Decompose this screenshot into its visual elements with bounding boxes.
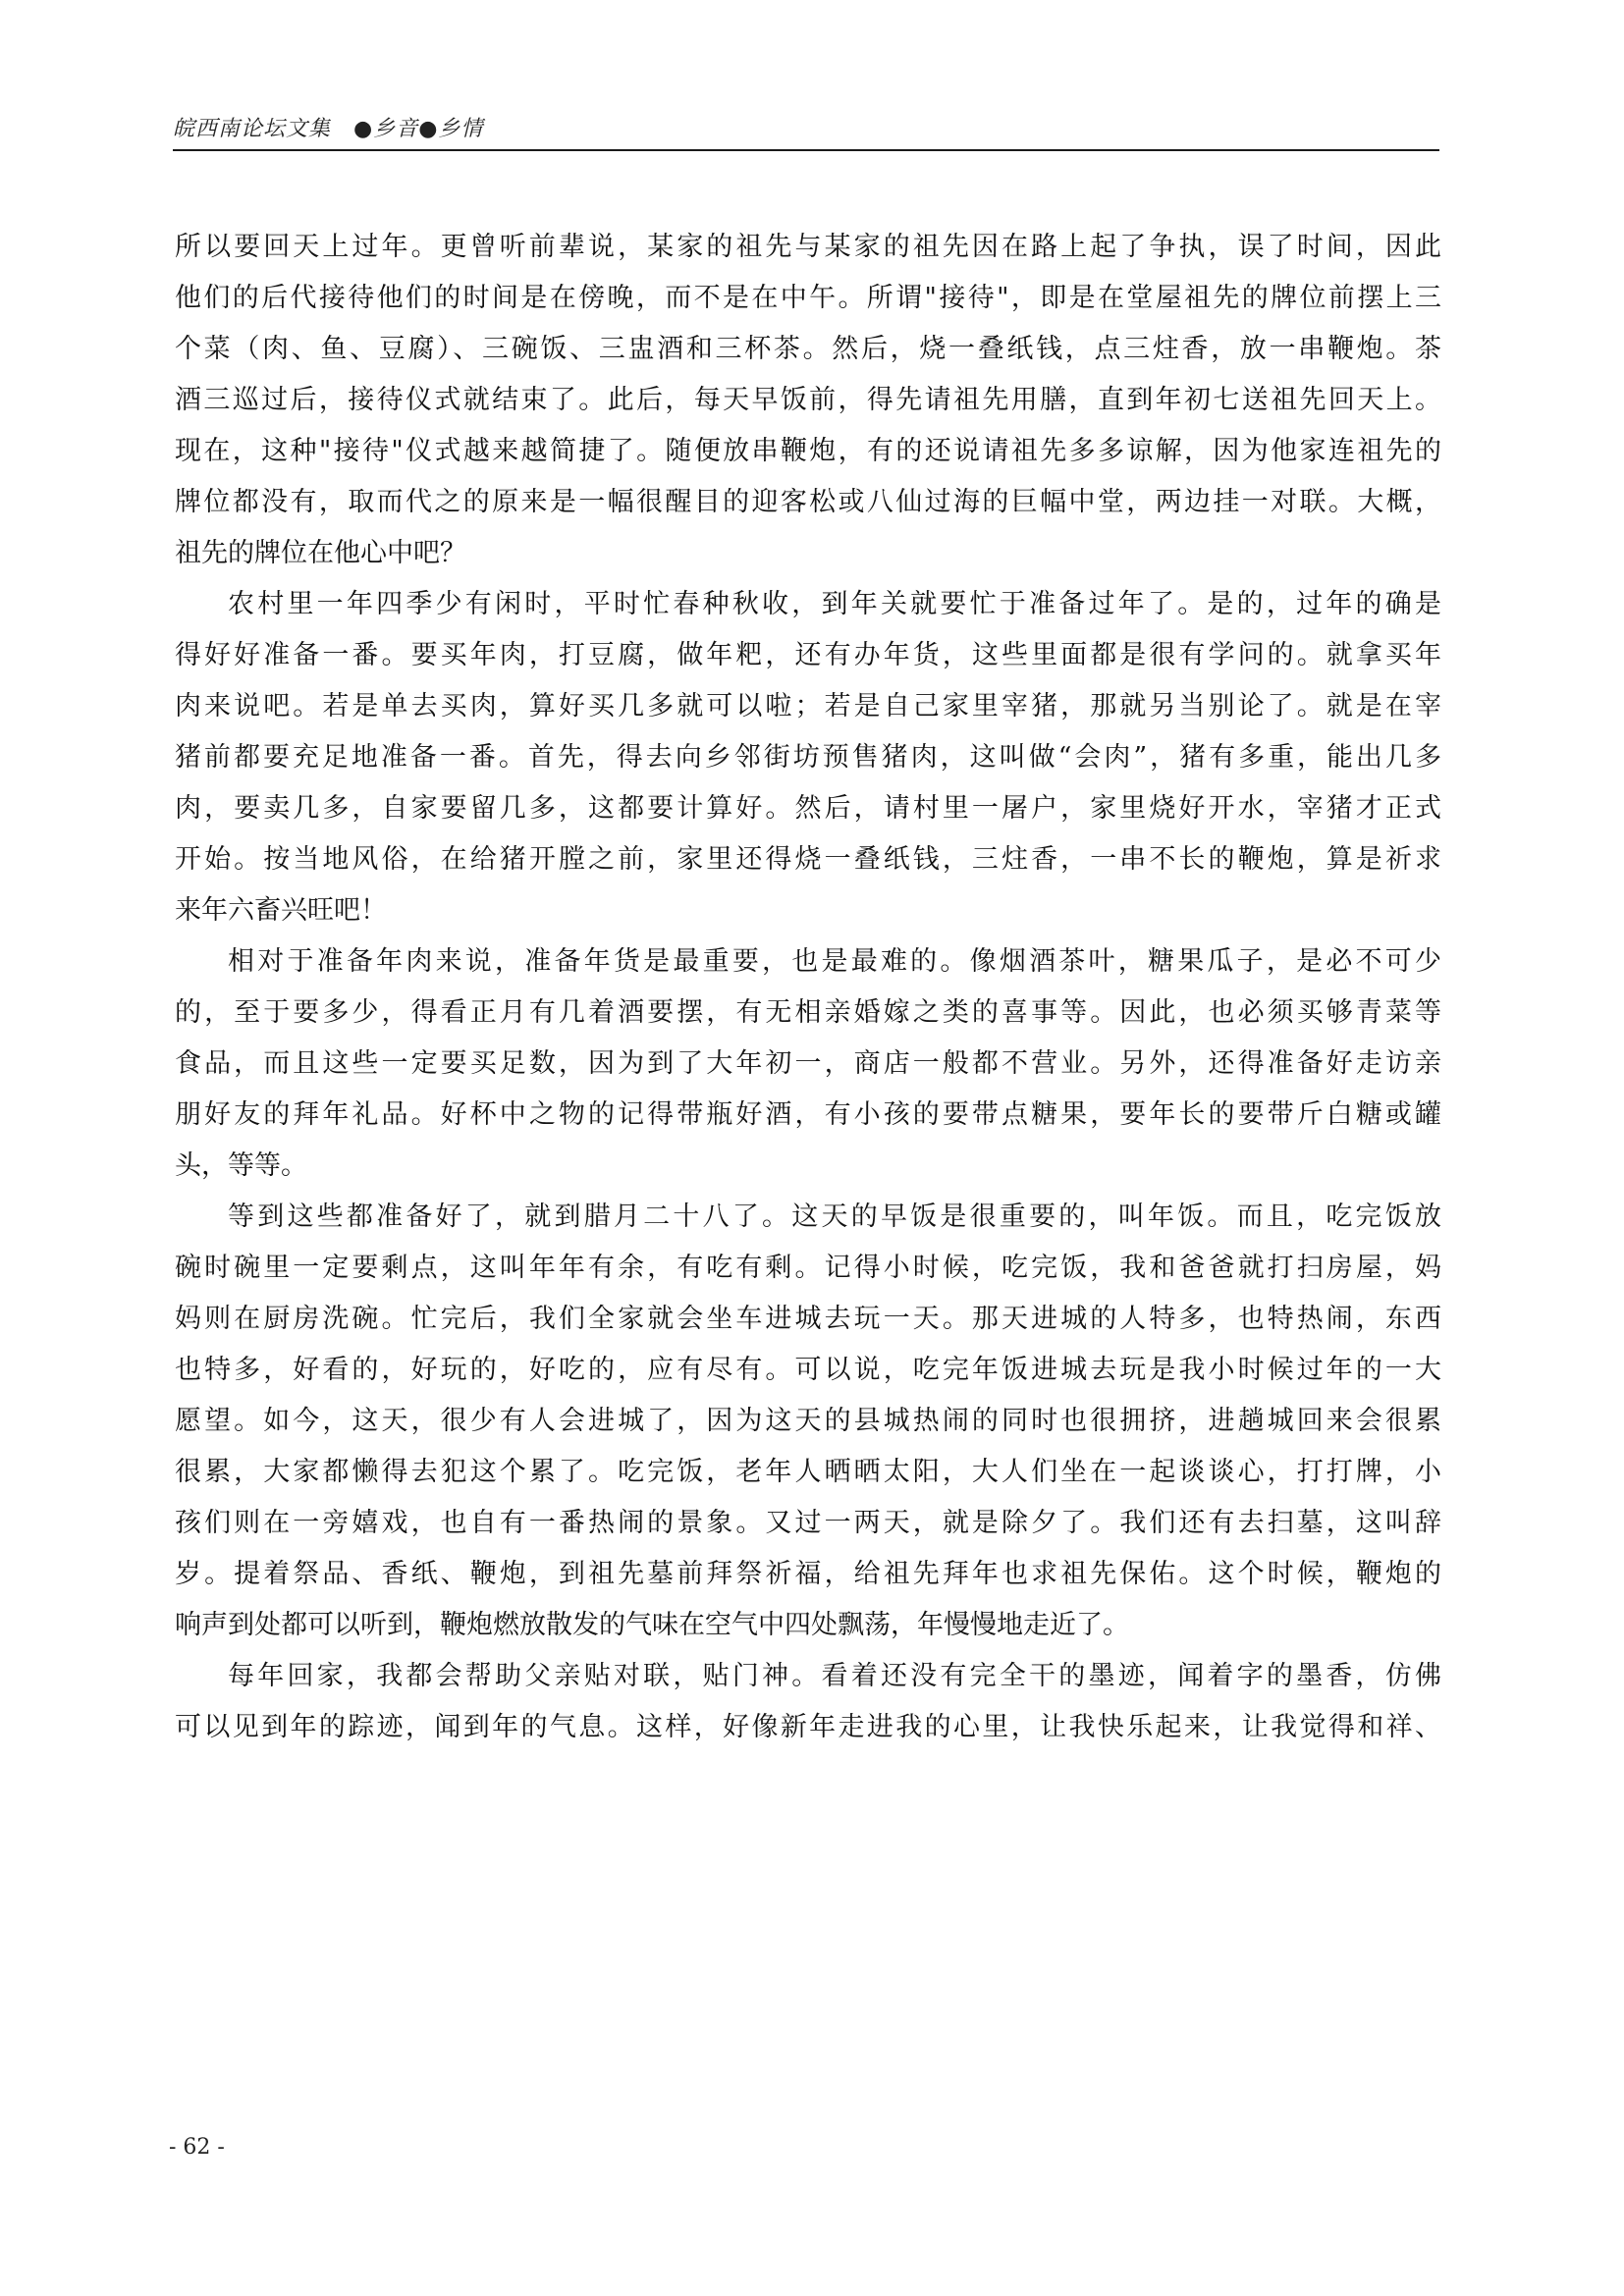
text-line: 的，至于要多少，得看正月有几着酒要摆，有无相亲婚嫁之类的喜事等。因此，也必须买够青菜等 (175, 997, 1441, 1028)
text-line: 孩们则在一旁嬉戏，也自有一番热闹的景象。又过一两天，就是除夕了。我们还有去扫墓，这叫辞 (175, 1508, 1441, 1538)
text-line: 来年六畜兴旺吧！ (175, 895, 387, 926)
text-line: 很累，大家都懒得去犯这个累了。吃完饭，老年人晒晒太阳，大人们坐在一起谈谈心，打打牌，小 (175, 1457, 1441, 1487)
text-line: 碗时碗里一定要剩点，这叫年年有余，有吃有剩。记得小时候，吃完饭，我和爸爸就打扫房屋，妈 (175, 1253, 1441, 1283)
text-line: 现在，这种"接待"仪式越来越简捷了。随便放串鞭炮，有的还说请祖先多多谅解，因为他家连祖先的 (175, 436, 1441, 466)
text-line: 农村里一年四季少有闲时，平时忙春种秋收，到年关就要忙于准备过年了。是的，过年的确是 (228, 589, 1441, 619)
text-line: 开始。按当地风俗，在给猪开膛之前，家里还得烧一叠纸钱，三炷香，一串不长的鞭炮，算是祈求 (175, 844, 1441, 875)
text-line: 牌位都没有，取而代之的原来是一幅很醒目的迎客松或八仙过海的巨幅中堂，两边挂一对联。大概， (175, 487, 1441, 517)
header-rule (173, 149, 1439, 151)
text-line: 猪前都要充足地准备一番。首先，得去向乡邻街坊预售猪肉，这叫做“会肉”，猪有多重，能出几多 (175, 742, 1441, 773)
running-header (173, 110, 1439, 153)
text-line: 头，等等。 (175, 1150, 307, 1181)
text-line: 也特多，好看的，好玩的，好吃的，应有尽有。可以说，吃完年饭进城去玩是我小时候过年的一大 (175, 1355, 1441, 1385)
text-line: 妈则在厨房洗碗。忙完后，我们全家就会坐车进城去玩一天。那天进城的人特多，也特热闹，东西 (175, 1304, 1441, 1334)
paragraph (175, 1192, 1441, 1651)
text-line: 肉来说吧。若是单去买肉，算好买几多就可以啦；若是自己家里宰猪，那就另当别论了。就是在宰 (175, 691, 1441, 721)
text-line: 食品，而且这些一定要买足数，因为到了大年初一，商店一般都不营业。另外，还得准备好走访亲 (175, 1048, 1441, 1079)
header-title: 皖西南论坛文集 ●乡音●乡情 (173, 117, 484, 141)
text-line: 酒三巡过后，接待仪式就结束了。此后，每天早饭前，得先请祖先用膳，直到年初七送祖先回天上。 (175, 385, 1441, 415)
text-line: 他们的后代接待他们的时间是在傍晚，而不是在中午。所谓"接待"，即是在堂屋祖先的牌位前摆上三 (175, 283, 1441, 313)
text-line: 响声到处都可以听到，鞭炮燃放散发的气味在空气中四处飘荡，年慢慢地走近了。 (175, 1610, 1129, 1640)
text-line: 朋好友的拜年礼品。好杯中之物的记得带瓶好酒，有小孩的要带点糖果，要年长的要带斤白糖或罐 (175, 1099, 1441, 1130)
text-line: 相对于准备年肉来说，准备年货是最重要，也是最难的。像烟酒茶叶，糖果瓜子，是必不可少 (228, 946, 1441, 977)
text-line: 愿望。如今，这天，很少有人会进城了，因为这天的县城热闹的同时也很拥挤，进趟城回来会很累 (175, 1406, 1441, 1436)
text-line: 得好好准备一番。要买年肉，打豆腐，做年粑，还有办年货，这些里面都是很有学问的。就拿买年 (175, 640, 1441, 670)
paragraph (175, 579, 1441, 936)
paragraph (175, 1651, 1441, 1753)
text-line: 所以要回天上过年。更曾听前辈说，某家的祖先与某家的祖先因在路上起了争执，误了时间，因此 (175, 232, 1441, 262)
article-body (175, 222, 1441, 1753)
text-line: 可以见到年的踪迹，闻到年的气息。这样，好像新年走进我的心里，让我快乐起来，让我觉得和祥、 (175, 1712, 1441, 1742)
page-number: - 62 - (169, 2135, 225, 2160)
paragraph (175, 936, 1441, 1192)
paragraph (175, 222, 1441, 579)
text-line: 每年回家，我都会帮助父亲贴对联，贴门神。看着还没有完全干的墨迹，闻着字的墨香，仿佛 (228, 1661, 1441, 1691)
text-line: 岁。提着祭品、香纸、鞭炮，到祖先墓前拜祭祈福，给祖先拜年也求祖先保佑。这个时候，鞭炮的 (175, 1559, 1441, 1589)
text-line: 肉，要卖几多，自家要留几多，这都要计算好。然后，请村里一屠户，家里烧好开水，宰猪才正式 (175, 793, 1441, 824)
text-line: 等到这些都准备好了，就到腊月二十八了。这天的早饭是很重要的，叫年饭。而且，吃完饭放 (228, 1201, 1441, 1232)
text-line: 祖先的牌位在他心中吧？ (175, 538, 466, 568)
text-line: 个菜（肉、鱼、豆腐）、三碗饭、三盅酒和三杯茶。然后，烧一叠纸钱，点三炷香，放一串鞭炮。茶 (175, 334, 1441, 364)
